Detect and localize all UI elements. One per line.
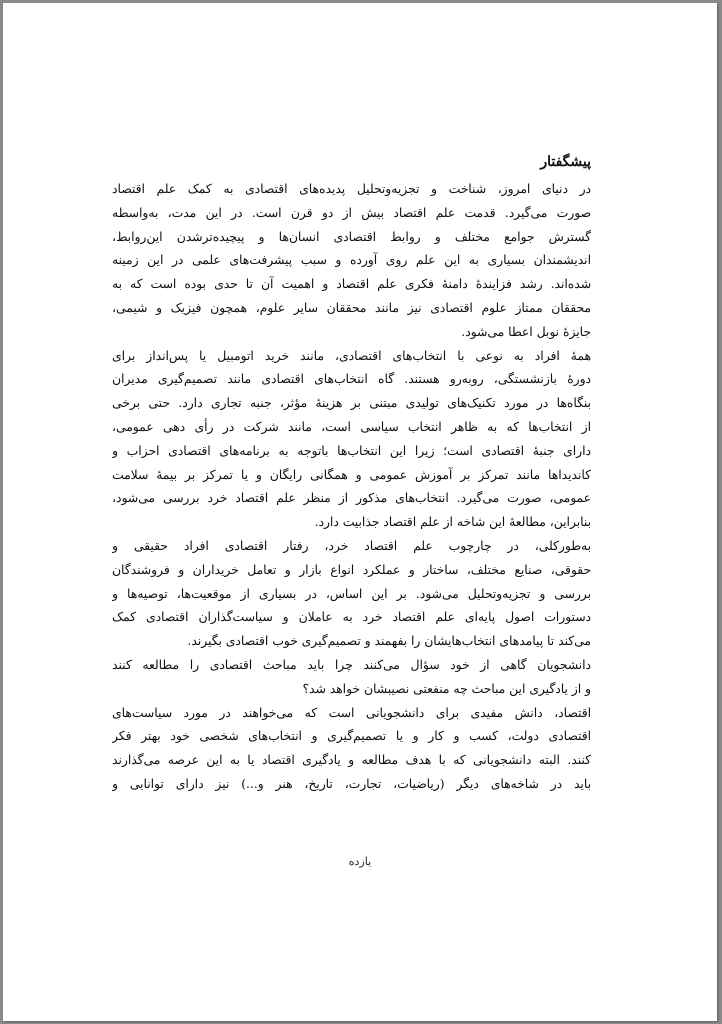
text-line: بنگاه‌ها در مورد تکنیک‌های تولیدی مبتنی بر هزینهٔ مؤثر، جنبه تجاری دارد. حتی برخی [112,396,591,411]
text-line: می‌کند تا پیامدهای انتخاب‌هایشان را بفهمند و تصمیم‌گیری خوب اقتصادی بگیرند. [187,634,591,649]
document-page [3,3,717,1021]
text-line: دارای جنبهٔ اقتصادی است؛ زیرا این انتخاب‌ها باتوجه به برنامه‌های اقتصادی احزاب و [112,443,591,458]
page-number: یازده [348,855,372,868]
text-line: اقتصادی دولت، کسب و کار و یا تصمیم‌گیری و انتخاب‌های شخصی خود بهتر فکر [112,729,591,744]
paragraph-5 [112,702,591,797]
text-line: از انتخاب‌ها که به ظاهر انتخاب سیاسی است، مانند شرکت در رأی دهی عمومی، [112,419,591,434]
text-line: بنابراین، مطالعهٔ این شاخه از علم اقتصاد جذابیت دارد. [314,515,591,530]
text-line: کنند. البته دانشجویانی که با هدف مطالعه و یادگیری اقتصاد یا به این عرصه می‌گذارند [112,753,591,768]
text-line: همهٔ افراد به نوعی با انتخاب‌های اقتصادی، مانند خرید اتومبیل یا پس‌انداز برای [112,348,591,363]
text-line: حقوقی، صنایع مختلف، ساختار و عملکرد انواع بازار و تعامل خریداران و فروشندگان [112,562,591,577]
text-line: محققان ممتاز علوم اقتصادی نیز مانند محققان سایر علوم، همچون فیزیک و شیمی، [112,300,591,315]
text-line: اقتصاد، دانش مفیدی برای دانشجویانی است که می‌خواهند در مورد سیاست‌های [112,705,591,720]
text-line: شده‌اند. رشد فزایندهٔ دامنهٔ فکری علم اقتصاد و اهمیت آن تا حدی بوده است که به [112,277,591,292]
text-line: دستورات اصول پایه‌ای علم اقتصاد خرد به عاملان و سیاست‌گذاران اقتصادی کمک [112,610,591,625]
body-text [112,152,591,797]
text-line: به‌طورکلی، در چارچوب علم اقتصاد خرد، رفتار اقتصادی افراد حقیقی و [112,538,591,553]
paragraph-2 [112,345,591,535]
text-line: دورهٔ بازنشستگی، روبه‌رو هستند. گاه انتخاب‌های اقتصادی مانند تصمیم‌گیری مدیران [112,372,591,387]
text-line: عمومی، صورت می‌گیرد. انتخاب‌های مذکور از منظر علم اقتصاد خرد بررسی می‌شود، [112,491,591,506]
text-line: دانشجویان گاهی از خود سؤال می‌کنند چرا باید مباحث اقتصادی را مطالعه کنند [112,657,591,672]
text-line: جایزهٔ نوبل اعطا می‌شود. [461,324,591,339]
paragraph-3 [112,535,591,654]
section-heading: پیشگفتار [540,154,591,170]
text-line: گسترش جوامع مختلف و روابط اقتصادی انسان‌ها و پیچیده‌ترشدن این‌روابط، [112,229,591,244]
text-line: و از یادگیری این مباحث چه منفعتی نصیبشان خواهد شد؟ [302,681,591,696]
text-line: کاندیداها مانند تمرکز بر آموزش عمومی و همگانی رایگان و یا تمرکز بر بیمهٔ سلامت [112,467,591,482]
text-line: بررسی و تجزیه‌وتحلیل می‌شود. بر این اساس، در بسیاری از موقعیت‌ها، توصیه‌ها و [112,586,591,601]
text-line: باید در شاخه‌های دیگر (ریاضیات، تجارت، تاریخ، هنر و...) نیز دارای توانایی و [112,776,591,791]
text-line: در دنیای امروز، شناخت و تجزیه‌وتحلیل پدیده‌های اقتصادی به کمک علم اقتصاد [112,182,591,196]
text-line: صورت می‌گیرد. قدمت علم اقتصاد بیش از دو قرن است. در این مدت، به‌واسطه [112,205,591,220]
paragraph-4 [112,654,591,702]
text-line: اندیشمندان بسیاری به این علم روی آورده و سبب پیشرفت‌های علمی در این زمینه [112,253,591,268]
paragraph-1 [112,178,591,345]
